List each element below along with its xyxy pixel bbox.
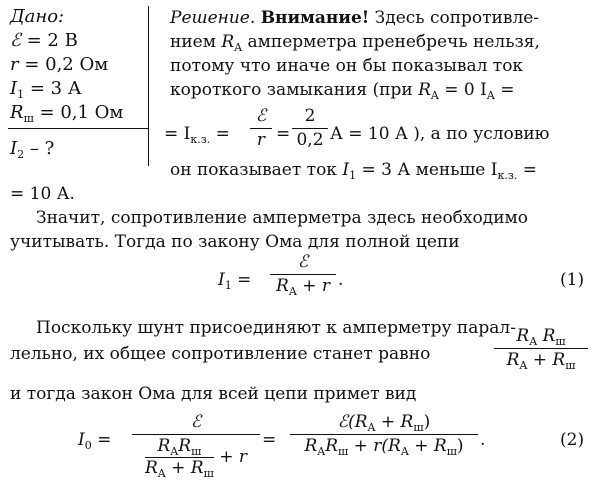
solution-line-2: нием $R_A$ амперметра пренебречь нельзя,: [170, 32, 540, 54]
given-divider: [8, 128, 148, 129]
eq2-number: (2): [560, 430, 585, 450]
solution-line-6: он показывает ток $I_1 = 3$ А меньше $I_{к.з.}$ =: [170, 160, 537, 182]
paragraph-3-line-2: лельно, их общее сопротивление станет равно: [10, 344, 431, 364]
eq1-lhs: $I_1$ =: [218, 270, 252, 292]
given-i1: $I_1 = 3$ А: [10, 78, 82, 101]
eq1-dot: .: [338, 270, 344, 290]
parallel-resistance-fraction: $R_A$ $R_ш$ $R_A + R_ш$: [494, 328, 588, 369]
given-find: $I_2$ – ?: [10, 138, 55, 161]
equals-sign: =: [276, 124, 291, 144]
given-emf: ℰ = 2 В: [10, 30, 78, 51]
eq2-left-fraction: ℰ $R_AR_ш$ $R_A + R_ш$ + r: [132, 414, 260, 477]
eq2-dot: .: [480, 430, 486, 450]
eq2-equals: =: [262, 430, 277, 450]
solution-line-5-lhs: = $I_{к.з.}$ =: [164, 124, 230, 146]
given-rsh: $R_ш = 0,1$ Ом: [10, 102, 124, 125]
given-r: r = 0,2 Ом: [10, 54, 109, 75]
solution-line-1: Решение. Внимание! Здесь сопротивле-: [170, 8, 540, 28]
eq1-fraction: ℰ $R_A + r$: [270, 254, 336, 295]
fraction-2-over-02: 2 0,2: [292, 108, 328, 149]
eq2-right-fraction: $ℰ(R_A + R_ш)$ $R_AR_ш + r(R_A + R_ш)$: [290, 414, 478, 455]
solution-line-5-tail: А = 10 А ), а по условию: [330, 124, 550, 144]
solution-line-3: потому что иначе он бы показывал ток: [170, 56, 524, 76]
paragraph-2-line-2: учитывать. Тогда по закону Ома для полной цепи: [10, 232, 460, 252]
solution-line-4: короткого замыкания (при $R_A = 0$ $I_A$ =: [170, 80, 515, 102]
given-separator: [148, 6, 149, 166]
paragraph-3-line-1: Поскольку шунт присоединяют к амперметру парал-: [36, 318, 516, 338]
paragraph-2-line-1: Значит, сопротивление амперметра здесь необходимо: [36, 208, 528, 228]
eq2-lhs: $I_0$ =: [78, 430, 112, 452]
fraction-e-over-r: ℰ r: [250, 108, 272, 149]
given-title: Дано:: [10, 6, 65, 27]
solution-line-7: = 10 А.: [10, 184, 75, 204]
paragraph-4-line-1: и тогда закон Ома для всей цепи примет вид: [10, 384, 417, 404]
eq1-number: (1): [560, 270, 585, 290]
